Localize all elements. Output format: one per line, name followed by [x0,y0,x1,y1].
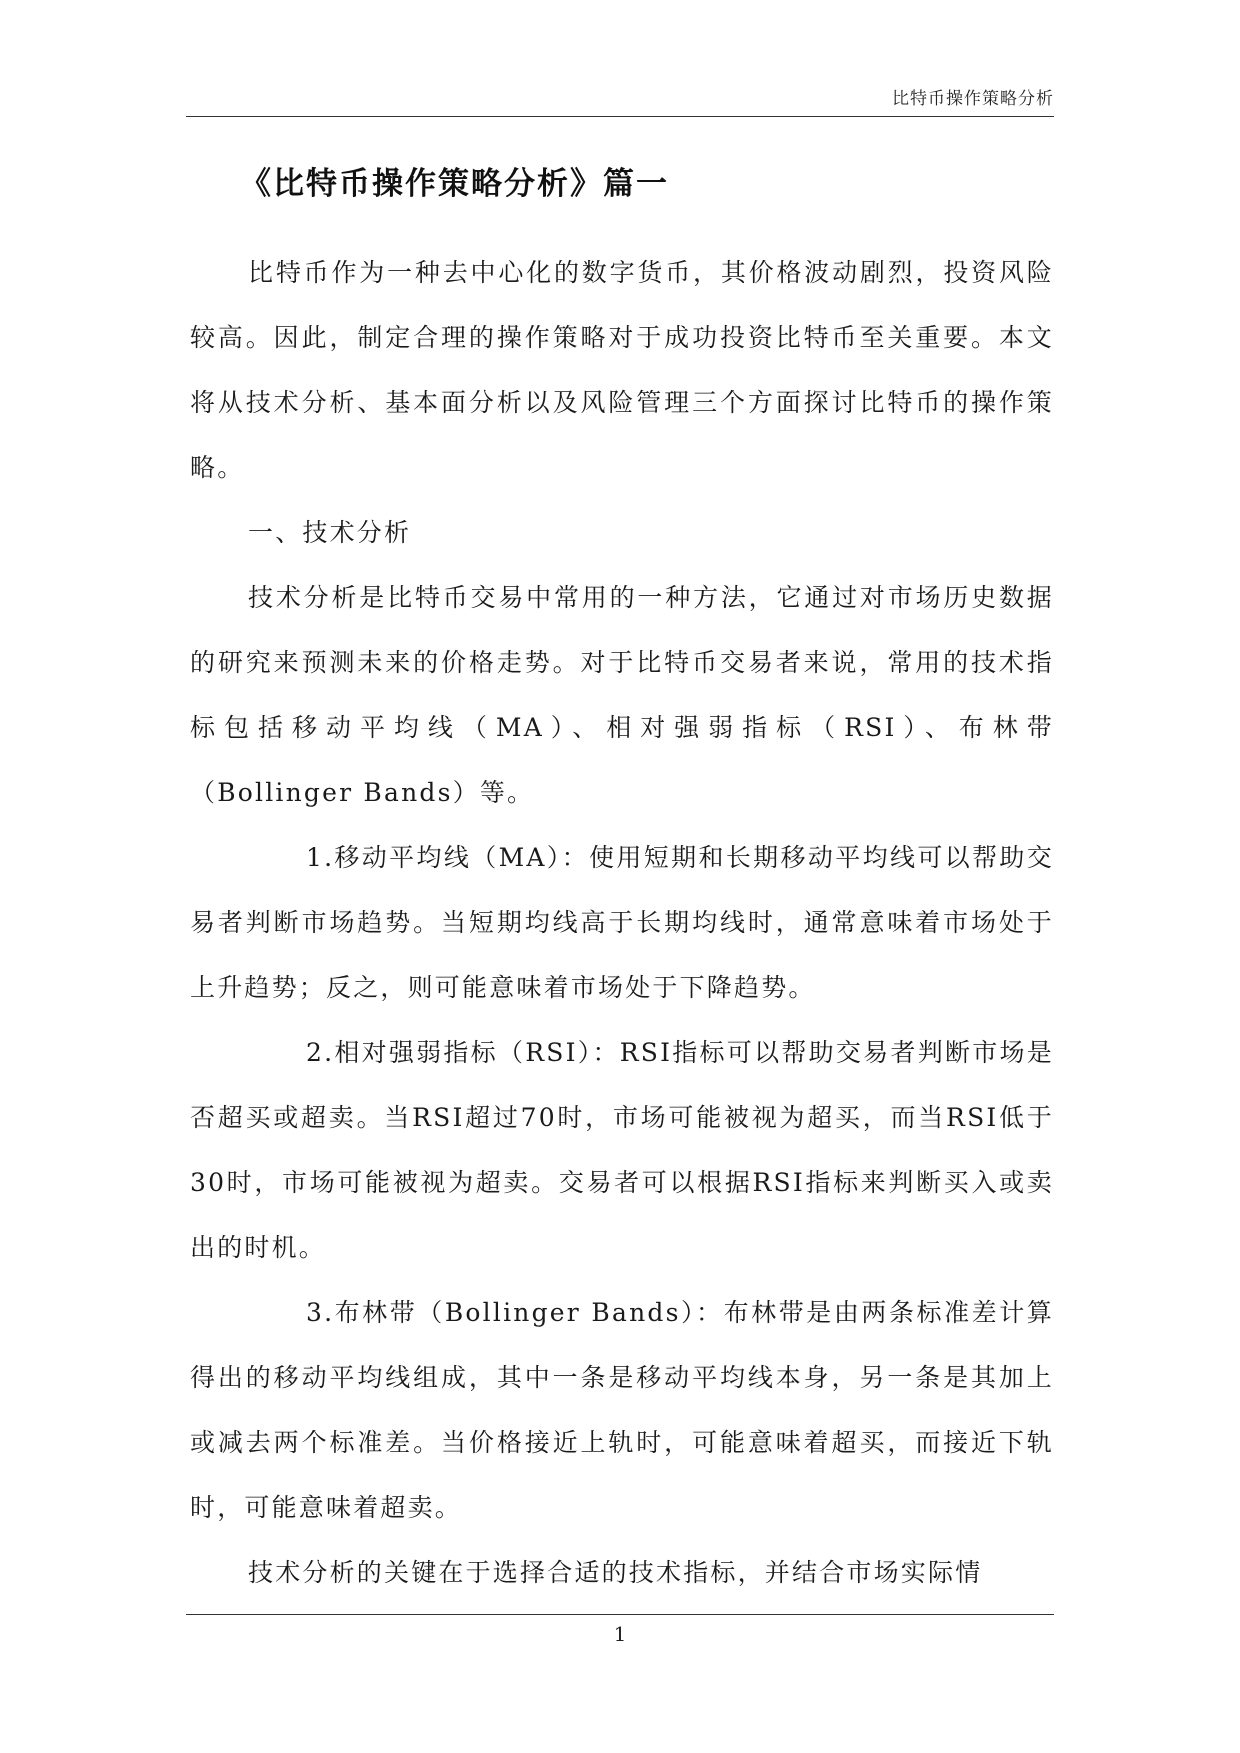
section-heading-technical-analysis: 一、技术分析 [248,518,412,547]
bollinger-bands-paragraph: 3.布林带（Bollinger Bands）：布林带是由两条标准差计算得出的移动平均线组成，其中一条是移动平均线本身，另一条是其加上或减去两个标准差。当价格接近上轨时，可能意味着超买，而接近下轨时，可能意味着超卖。 [190,1298,1054,1522]
intro-paragraph: 比特币作为一种去中心化的数字货币，其价格波动剧烈，投资风险较高。因此，制定合理的操作策略对于成功投资比特币至关重要。本文将从技术分析、基本面分析以及风险管理三个方面探讨比特币的操作策略。 [190,258,1054,482]
ma-indicator-paragraph: 1.移动平均线（MA）：使用短期和长期移动平均线可以帮助交易者判断市场趋势。当短期均线高于长期均线时，通常意味着市场处于上升趋势；反之，则可能意味着市场处于下降趋势。 [190,843,1054,1002]
header-divider [186,116,1054,117]
document-title: 《比特币操作策略分析》篇一 [240,166,669,202]
document-body [190,158,1054,1605]
closing-paragraph: 技术分析的关键在于选择合适的技术指标，并结合市场实际情 [248,1558,983,1587]
footer-divider [186,1614,1054,1615]
technical-analysis-paragraph: 技术分析是比特币交易中常用的一种方法，它通过对市场历史数据的研究来预测未来的价格走势。对于比特币交易者来说，常用的技术指标包括移动平均线（MA）、相对强弱指标（RSI）、布林带（Bollinger Bands）等。 [190,583,1054,807]
page-number: 1 [613,1622,627,1646]
running-header: 比特币操作策略分析 [892,89,1054,109]
rsi-indicator-paragraph: 2.相对强弱指标（RSI）：RSI指标可以帮助交易者判断市场是否超买或超卖。当RSI超过70时，市场可能被视为超买，而当RSI低于30时，市场可能被视为超卖。交易者可以根据RSI指标来判断买入或卖出的时机。 [190,1038,1054,1262]
